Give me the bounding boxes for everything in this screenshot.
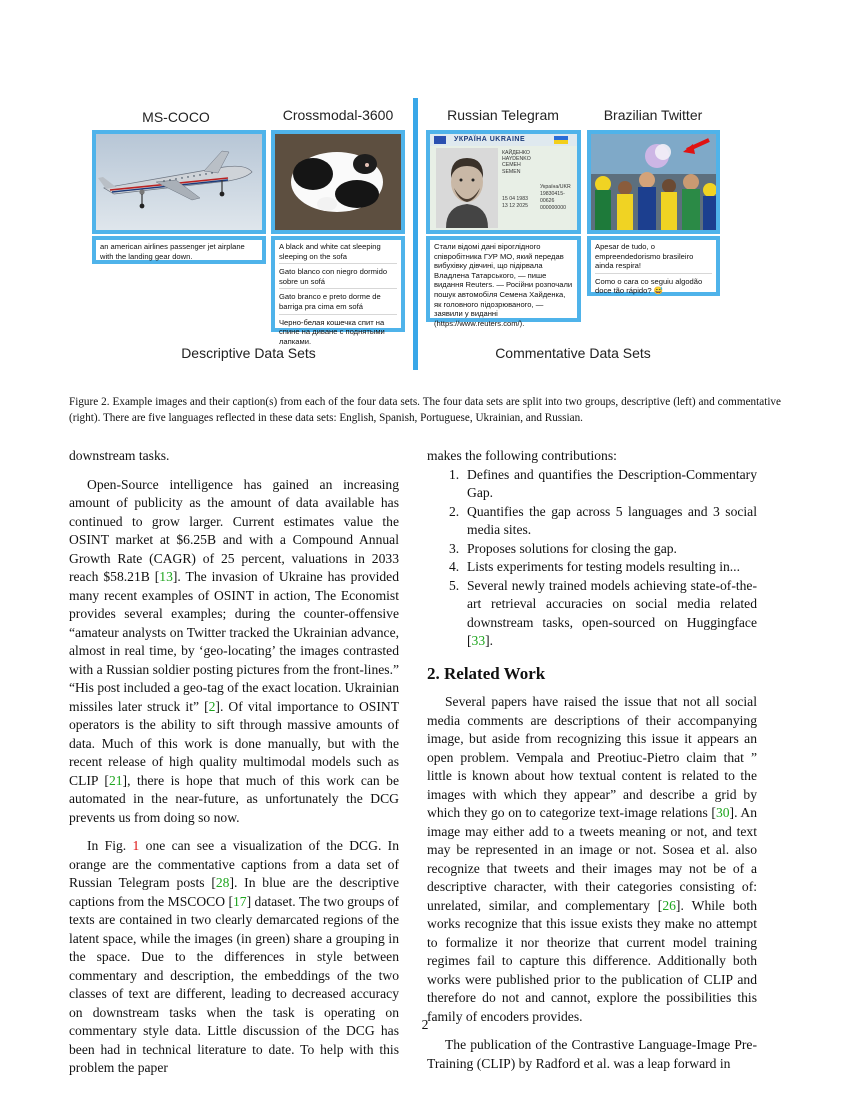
id-card-name-block: КАЙДЕНКО HAYDENKO СЕМЕН SEMEN xyxy=(502,150,531,175)
dataset-title-mscoco: MS-COCO xyxy=(142,109,210,125)
citation-link[interactable]: 30 xyxy=(715,805,730,820)
dataset-title-russian-telegram: Russian Telegram xyxy=(447,107,559,123)
russian-telegram-image xyxy=(426,130,581,234)
crossmodal-image xyxy=(271,130,405,234)
russian-telegram-caption-box xyxy=(426,236,581,328)
caption: Стали відомі дані віроглідного співробітника ГУР МО, який передав вибухівку дівчині, що підірвала Владлена Татарського, — пише видання Reuters. — Російни розпочали пошук автомобіля Семена Хайденка, як головного підозрюваного, — заявили у виданні (https://www.reuters.com/). xyxy=(434,242,573,328)
paragraph: In Fig. 1 one can see a visualization of the DCG. In orange are the commentative captions from a data set of Russian Telegram posts [28]. In blue are the descriptive captions from the MSCOCO [17] dataset. The two groups of texts are contained in two clearly demarcated regions of the latent space, while the images (in green) share a grouping in the space. Due to the differences in style between commentary and description, the embeddings of the two classes of text are different, leading to decreased accuracy on downstream tasks when the task is operating on commentary style data. Little discussion of the DCG has been had in technical literature to date. To help with this problem the paper xyxy=(69,838,399,1075)
mscoco-image xyxy=(92,130,266,234)
list-item: 3. Proposes solutions for closing the gap. xyxy=(449,540,677,556)
figure-2 xyxy=(0,0,850,440)
figure-caption: Figure 2. Example images and their caption(s) from each of the four data sets. The four data sets are split into two groups, descriptive (left) and commentative (right). There are five languages reflected in these data sets: English, Spanish, Portuguese, Ukrainian, and Russian. xyxy=(69,396,781,424)
list-item: 5. Several newly trained models achieving state-of-the-art retrieval accuracies on social media related downstream tasks, open-sourced on Huggingface [33]. xyxy=(449,577,757,648)
dataset-title-brazilian-twitter: Brazilian Twitter xyxy=(603,107,703,123)
citation-link[interactable]: 17 xyxy=(232,893,247,909)
citation-link[interactable]: 21 xyxy=(108,772,123,788)
citation-link[interactable]: 13 xyxy=(159,569,173,584)
caption: A black and white cat sleeping sleeping on the sofa xyxy=(279,242,397,264)
crowd-image xyxy=(591,134,716,230)
brazilian-twitter-image xyxy=(587,130,720,234)
id-card-dates: 15 04 1983 13 12 2025 xyxy=(502,196,528,209)
portrait-photo xyxy=(436,148,498,228)
crossmodal-caption-box xyxy=(271,236,405,346)
paragraph: Open-Source intelligence has gained an increasing amount of publicity as the amount of data available has continued to grow larger. Current estimates value the OSINT market at $6.25B and with a Compound Annual Growth Rate (CAGR) of 25 percent, valuations in 2033 reach $58.21B [13]. The invasion of Ukraine has provided many recent examples of OSINT in action, The Economist provides several examples; during the counter-offensive “amateur analysts on Twitter tracked the Ukrainian advance, almost in real time, by ‘geo-locating’ the images contrasted with a Russian soldier posting pictures from the front-lines.” “His post included a geo-tag of the exact location. Ukrainian missiles later struck it” [2]. Of vital importance to OSINT operators is the ability to sift through massive amounts of data. Much of this work is done manually, but with the recent release of high quality multimodal models such as CLIP [21], there is hope that much of this work can be automated in the near-future, as unfortunately the DCG prevents us from doing so now. xyxy=(69,476,399,825)
caption: Como o cara co seguiu algodão doce tão rápido? 😅 xyxy=(595,276,703,296)
left-column xyxy=(69,447,399,1078)
dataset-title-crossmodal: Crossmodal-3600 xyxy=(282,107,394,123)
paragraph: downstream tasks. xyxy=(69,448,170,463)
citation-link[interactable]: 28 xyxy=(215,875,230,890)
contributions-list xyxy=(427,466,757,651)
sleeping-cat-image xyxy=(275,134,401,230)
list-item: 4. Lists experiments for testing models resulting in... xyxy=(449,559,740,574)
caption: Apesar de tudo, o empreendedorismo brasileiro ainda respira! xyxy=(595,242,712,274)
figure-link[interactable]: 1 xyxy=(132,838,140,853)
group-divider xyxy=(413,98,418,370)
paragraph: makes the following contributions: xyxy=(427,448,617,463)
caption: Gato branco e preto dorme de barriga pra cima em sofá xyxy=(279,292,397,314)
page-number: 2 xyxy=(421,1017,429,1032)
descriptive-group-label: Descriptive Data Sets xyxy=(181,345,316,361)
right-column xyxy=(427,447,757,1073)
caption: an american airlines passenger jet airplane with the landing gear down. xyxy=(100,242,245,261)
brazilian-twitter-caption-box xyxy=(587,236,720,296)
list-item: 1. Defines and quantifies the Description-Commentary Gap. xyxy=(449,466,757,500)
paragraph: Several papers have raised the issue that not all social media comments are descriptions of their accompanying image, but aside from recognizing this issue it appears an open problem. Vempala and Preotiuc-Pietro claim that ” little is known about how textual content is related to the images with which they appear” and describe a grid by which they go on to categorize text-image relations [30]. An image may either add to a tweets meaning or not, and text may be represented in an image or not. Sosea et al. also recognize that tweets and their images may not be of a descriptive character, with their categories consisting of: unrelated, similar, and complementary [26]. While both works recognize that this issue exists they make no attempt to formalize it nor theorize that current model training regimes fail to capture this difference. Additionally both works were published prior to the publication of CLIP and therefore do not and cannot, explore the possibilities this family of encoders provides. xyxy=(427,694,757,1024)
id-card-header: УКРАЇНА UKRAINE xyxy=(454,136,526,143)
citation-link[interactable]: 2 xyxy=(208,698,216,714)
caption: Gato blanco con niegro dormido sobre un sofá xyxy=(279,267,397,289)
caption: Черно-белая кошечка спит на спине на диване с поднятыми лапками. xyxy=(279,317,385,346)
citation-link[interactable]: 33 xyxy=(471,633,486,648)
airplane-image xyxy=(96,134,262,230)
eu-flag-icon xyxy=(434,136,446,144)
id-card xyxy=(430,134,577,230)
commentative-group-label: Commentative Data Sets xyxy=(495,345,651,361)
section-heading: 2. Related Work xyxy=(427,663,546,683)
mscoco-caption-box xyxy=(92,236,266,264)
list-item: 2. Quantifies the gap across 5 languages and 3 social media sites. xyxy=(449,503,757,537)
citation-link[interactable]: 26 xyxy=(662,897,676,913)
id-card-codes: Україна/UKR 19830415-00626 000000000 xyxy=(540,184,571,211)
paragraph: The publication of the Contrastive Language-Image Pre-Training (CLIP) by Radford et al. was a leap forward in xyxy=(427,1037,757,1071)
